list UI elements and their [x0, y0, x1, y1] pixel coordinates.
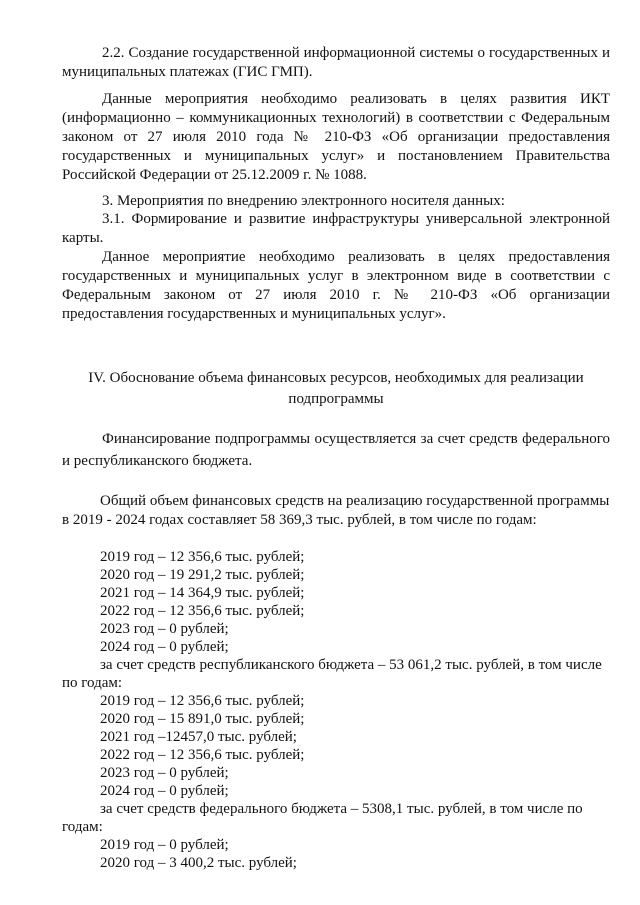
total-year-item: 2021 год – 14 364,9 тыс. рублей; — [100, 585, 305, 601]
total-funding-paragraph: Общий объем финансовых средств на реализацию государственной программы в 2019 - 2024 годах составляет 58 369,3 тыс. рублей, в том числе по годам: — [62, 493, 610, 528]
federal-budget-line-cont: годам: — [62, 819, 103, 835]
republic-year-item: 2023 год – 0 рублей; — [100, 765, 229, 781]
republic-year-item: 2020 год – 15 891,0 тыс. рублей; — [100, 711, 305, 727]
republic-year-item: 2019 год – 12 356,6 тыс. рублей; — [100, 693, 305, 709]
federal-budget-line: за счет средств федерального бюджета – 5308,1 тыс. рублей, в том числе по — [100, 801, 583, 817]
item-3-1: 3.1. Формирование и развитие инфраструктуры универсальной электронной карты. — [62, 211, 610, 246]
financing-paragraph: Финансирование подпрограммы осуществляется за счет средств федерального и республиканского бюджета. — [62, 431, 610, 469]
total-year-item: 2022 год – 12 356,6 тыс. рублей; — [100, 603, 305, 619]
total-year-item: 2019 год – 12 356,6 тыс. рублей; — [100, 549, 305, 565]
item-3-1-description: Данное мероприятие необходимо реализовать в целях предоставления государственных и муниципальных услуг в электронном виде в соответствии с Федеральным законом от 27 июля 2010 г. № 210-ФЗ «Об организации предоставления государственных и муниципальных услуг». — [62, 249, 610, 322]
republic-budget-line-cont: по годам: — [62, 675, 123, 691]
total-year-item: 2023 год – 0 рублей; — [100, 621, 229, 637]
republic-year-item: 2022 год – 12 356,6 тыс. рублей; — [100, 747, 305, 763]
total-year-item: 2020 год – 19 291,2 тыс. рублей; — [100, 567, 305, 583]
item-3: 3. Мероприятия по внедрению электронного носителя данных: — [102, 193, 505, 209]
total-year-item: 2024 год – 0 рублей; — [100, 639, 229, 655]
republic-budget-line: за счет средств республиканского бюджета – 53 061,2 тыс. рублей, в том числе — [100, 657, 602, 673]
republic-year-item: 2021 год –12457,0 тыс. рублей; — [100, 729, 297, 745]
federal-year-item: 2020 год – 3 400,2 тыс. рублей; — [100, 855, 297, 871]
item-2-2-description: Данные мероприятия необходимо реализовать в целях развития ИКТ (информационно – коммуникационных технологий) в соответствии с Федеральным законом от 27 июля 2010 года № 210-ФЗ «Об организации предоставления государственных и муниципальных услуг» и постановлением Правительства Российской Федерации от 25.12.2009 г. № 1088. — [62, 91, 610, 183]
item-2-2: 2.2. Создание государственной информационной системы о государственных и муниципальных платежах (ГИС ГМП). — [62, 45, 610, 80]
federal-year-item: 2019 год – 0 рублей; — [100, 837, 229, 853]
republic-year-item: 2024 год – 0 рублей; — [100, 783, 229, 799]
section-heading: IV. Обоснование объема финансовых ресурсов, необходимых для реализации подпрограммы — [88, 370, 584, 407]
